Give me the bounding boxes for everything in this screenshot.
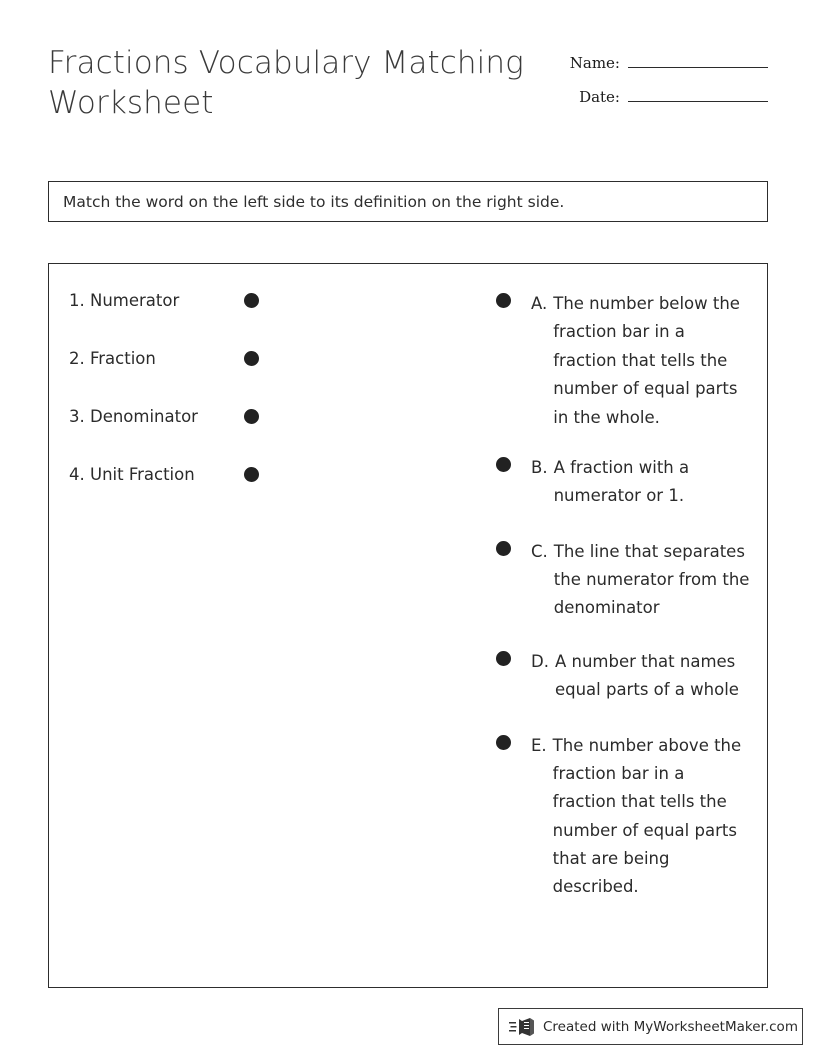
definition-row[interactable] bbox=[481, 538, 767, 623]
definition-connector-dot-icon[interactable] bbox=[496, 735, 511, 750]
definition-dot-cell bbox=[487, 454, 531, 472]
definition-text bbox=[531, 454, 750, 511]
definition-connector-dot-icon[interactable] bbox=[496, 293, 511, 308]
term-connector-dot-icon[interactable] bbox=[244, 467, 259, 482]
term-label: 2. Fraction bbox=[69, 349, 156, 368]
definition-letter: A. bbox=[531, 294, 548, 313]
definition-dot-cell bbox=[487, 538, 531, 556]
matching-exercise-box bbox=[48, 263, 768, 988]
definition-row[interactable] bbox=[481, 454, 767, 511]
date-field-row bbox=[568, 84, 768, 118]
definition-text bbox=[531, 732, 749, 902]
definition-dot-cell bbox=[487, 732, 531, 750]
instruction-box bbox=[48, 181, 768, 222]
definition-body: A fraction with a numerator or 1. bbox=[553, 457, 690, 506]
term-label: 1. Numerator bbox=[69, 291, 180, 310]
page-header bbox=[48, 44, 768, 123]
definition-dot-cell bbox=[487, 648, 531, 666]
date-input-line[interactable] bbox=[628, 84, 768, 102]
definition-connector-dot-icon[interactable] bbox=[496, 541, 511, 556]
term-row[interactable] bbox=[49, 348, 481, 406]
definition-connector-dot-icon[interactable] bbox=[496, 651, 511, 666]
term-label: 3. Denominator bbox=[69, 407, 198, 426]
footer-attribution-badge[interactable] bbox=[498, 1008, 803, 1045]
definition-body: The number below the fraction bar in a fraction that tells the number of equal parts in the whole. bbox=[553, 294, 740, 427]
worksheet-maker-logo-icon bbox=[509, 1016, 537, 1038]
definition-letter: E. bbox=[531, 735, 547, 755]
definition-connector-dot-icon[interactable] bbox=[496, 457, 511, 472]
definition-letter: C. bbox=[531, 541, 548, 561]
definitions-column bbox=[481, 264, 767, 987]
definition-row[interactable] bbox=[481, 290, 767, 432]
definition-row[interactable] bbox=[481, 732, 767, 902]
definition-row[interactable] bbox=[481, 648, 767, 705]
term-row[interactable] bbox=[49, 290, 481, 348]
term-label: 4. Unit Fraction bbox=[69, 465, 195, 484]
page-title: Fractions Vocabulary Matching Worksheet bbox=[48, 45, 524, 121]
instruction-text: Match the word on the left side to its definition on the right side. bbox=[63, 192, 565, 211]
definition-body: The number above the fraction bar in a fraction that tells the number of equal parts that are being described. bbox=[552, 735, 742, 897]
name-date-block bbox=[568, 50, 768, 118]
term-row[interactable] bbox=[49, 464, 481, 522]
date-label: Date: bbox=[579, 88, 620, 106]
definition-text bbox=[531, 538, 750, 623]
matching-columns bbox=[49, 264, 767, 987]
definition-letter: D. bbox=[531, 651, 549, 671]
terms-column bbox=[49, 264, 481, 987]
definition-body: The line that separates the numerator from the denominator bbox=[553, 541, 750, 618]
definition-dot-cell bbox=[487, 290, 531, 308]
definition-letter: B. bbox=[531, 457, 548, 477]
term-connector-dot-icon[interactable] bbox=[244, 293, 259, 308]
footer-text: Created with MyWorksheetMaker.com bbox=[543, 1018, 798, 1035]
definition-text bbox=[531, 648, 751, 705]
term-row[interactable] bbox=[49, 406, 481, 464]
term-connector-dot-icon[interactable] bbox=[244, 351, 259, 366]
name-input-line[interactable] bbox=[628, 50, 768, 68]
definition-body: A number that names equal parts of a whole bbox=[554, 651, 739, 700]
name-label: Name: bbox=[569, 54, 620, 72]
definition-text bbox=[531, 290, 749, 432]
name-field-row bbox=[568, 50, 768, 84]
term-connector-dot-icon[interactable] bbox=[244, 409, 259, 424]
